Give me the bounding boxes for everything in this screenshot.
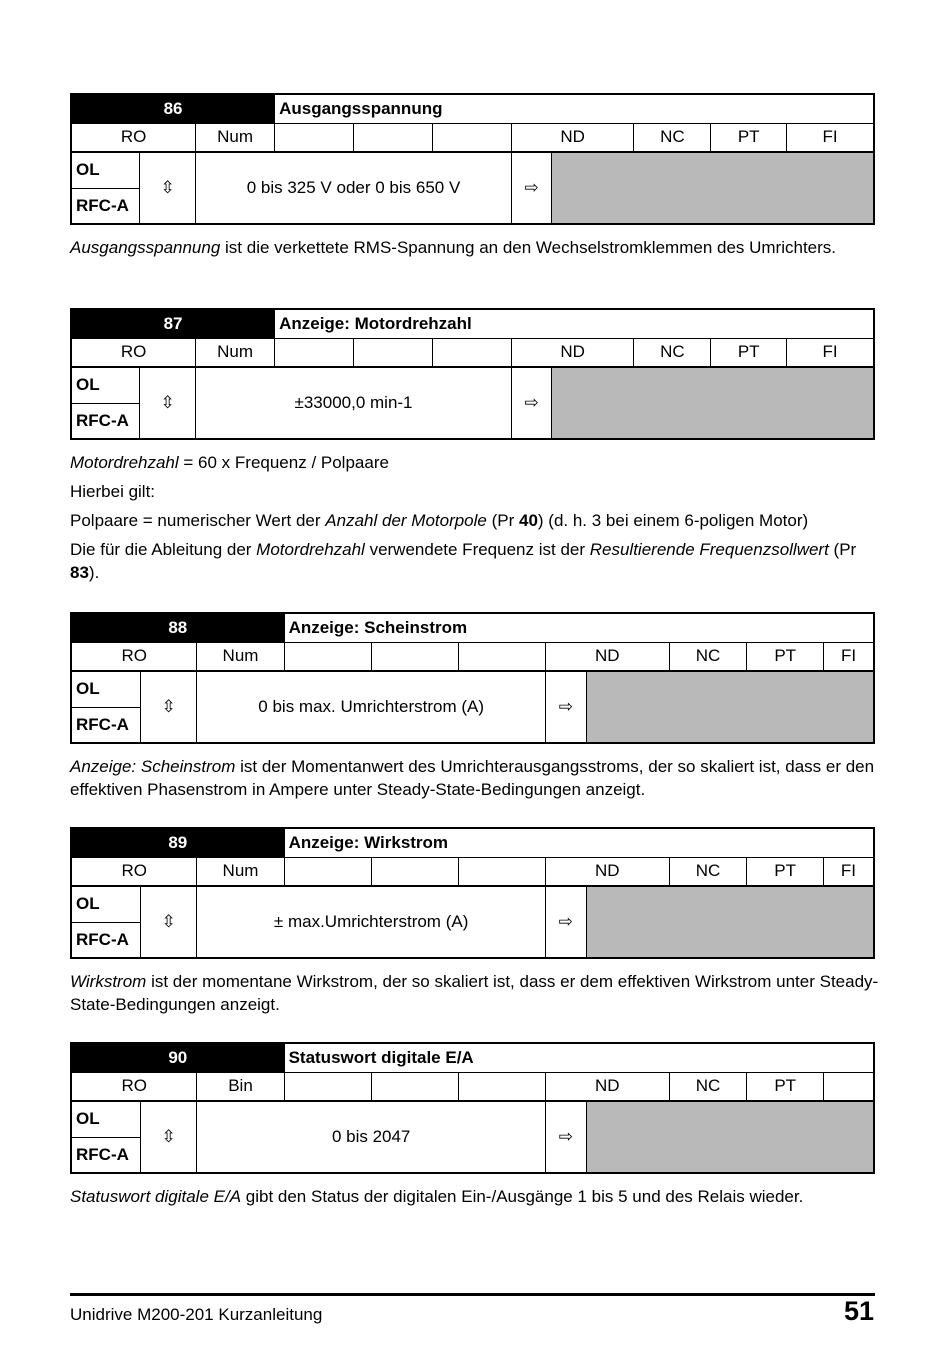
param-number: 88: [71, 613, 284, 642]
flag-nd: ND: [545, 642, 669, 671]
footer-rule: [70, 1293, 875, 1296]
flag-fi: FI: [823, 857, 874, 886]
param-number: 90: [71, 1043, 284, 1072]
mode-rfc-a: RFC-A: [71, 1137, 140, 1173]
flag-ro: RO: [71, 1072, 197, 1101]
flag-fi: FI: [823, 642, 874, 671]
param-type: Num: [196, 338, 275, 367]
description-86: Ausgangsspannung ist die verkettete RMS-Spannung an den Wechselstromklemmen des Umrichters.: [70, 238, 837, 257]
empty-cell: [354, 338, 433, 367]
flag-ro: RO: [71, 857, 197, 886]
empty-cell: [432, 123, 511, 152]
param-range: 0 bis max. Umrichterstrom (A): [197, 671, 545, 743]
default-value-shaded: [552, 152, 874, 224]
default-value-shaded: [586, 671, 874, 743]
param-title: Ausgangsspannung: [275, 94, 874, 123]
footer-manual-title: Unidrive M200-201 Kurzanleitung: [70, 1305, 323, 1324]
empty-cell: [284, 1072, 371, 1101]
flag-nc: NC: [634, 123, 711, 152]
default-arrow-icon: ⇨: [511, 152, 552, 224]
param-number: 86: [71, 94, 275, 123]
empty-cell: [275, 338, 354, 367]
flag-ro: RO: [71, 123, 196, 152]
description-88: Anzeige: Scheinstrom ist der Momentanwert des Umrichterausgangsstroms, der so skaliert ist, dass er den effektiven Phasenstrom in Ampere unter Steady-State-Bedingungen anzeigt.: [70, 757, 875, 799]
range-arrow-icon: ⇳: [140, 367, 196, 439]
flag-pt: PT: [747, 1072, 824, 1101]
empty-cell: [458, 857, 545, 886]
flag-nd: ND: [545, 857, 669, 886]
empty-cell: [284, 857, 371, 886]
default-arrow-icon: ⇨: [545, 671, 586, 743]
param-type: Bin: [197, 1072, 284, 1101]
param-table-86: [70, 93, 875, 225]
flag-nd: ND: [511, 123, 634, 152]
default-arrow-icon: ⇨: [545, 1101, 586, 1173]
param-number: 87: [71, 309, 275, 338]
flag-nc: NC: [634, 338, 711, 367]
empty-cell: [371, 642, 458, 671]
mode-rfc-a: RFC-A: [71, 403, 140, 439]
page-number: 51: [843, 1296, 874, 1326]
param-table-88: [70, 612, 875, 744]
empty-cell: [354, 123, 433, 152]
param-type: Num: [196, 123, 275, 152]
default-value-shaded: [586, 886, 874, 958]
flag-pt: PT: [711, 123, 787, 152]
default-value-shaded: [552, 367, 874, 439]
empty-cell: [371, 857, 458, 886]
param-range: ±33000,0 min-1: [196, 367, 512, 439]
mode-rfc-a: RFC-A: [71, 707, 140, 743]
flag-pt: PT: [747, 857, 824, 886]
param-number: 89: [71, 828, 284, 857]
param-type: Num: [197, 857, 284, 886]
param-range: 0 bis 325 V oder 0 bis 650 V: [196, 152, 512, 224]
flag-ro: RO: [71, 338, 196, 367]
param-title: Anzeige: Wirkstrom: [284, 828, 874, 857]
default-arrow-icon: ⇨: [511, 367, 552, 439]
mode-ol: OL: [71, 1101, 140, 1137]
param-table-90: [70, 1042, 875, 1174]
flag-ro: RO: [71, 642, 197, 671]
mode-ol: OL: [71, 671, 140, 707]
param-title: Anzeige: Scheinstrom: [284, 613, 874, 642]
param-table-89: [70, 827, 875, 959]
flag-nc: NC: [669, 857, 747, 886]
param-type: Num: [197, 642, 284, 671]
empty-cell: [371, 1072, 458, 1101]
mode-rfc-a: RFC-A: [71, 188, 140, 224]
flag-pt: PT: [711, 338, 787, 367]
default-arrow-icon: ⇨: [545, 886, 586, 958]
description-89: Wirkstrom ist der momentane Wirkstrom, der so skaliert ist, dass er dem effektiven Wirkstrom unter Steady-State-Bedingungen anzeigt.: [70, 972, 879, 1014]
empty-cell: [432, 338, 511, 367]
empty-cell: [275, 123, 354, 152]
range-arrow-icon: ⇳: [140, 886, 197, 958]
empty-cell: [284, 642, 371, 671]
range-arrow-icon: ⇳: [140, 1101, 197, 1173]
flag-nd: ND: [545, 1072, 669, 1101]
description-90: Statuswort digitale E/A gibt den Status der digitalen Ein-/Ausgänge 1 bis 5 und des Relais wieder.: [70, 1187, 804, 1206]
flag-nc: NC: [669, 1072, 747, 1101]
flag-nc: NC: [669, 642, 747, 671]
flag-pt: PT: [747, 642, 824, 671]
range-arrow-icon: ⇳: [140, 152, 196, 224]
flag-nd: ND: [511, 338, 634, 367]
param-table-87: [70, 308, 875, 440]
empty-cell: [458, 642, 545, 671]
description-87: Motordrehzahl = 60 x Frequenz / Polpaare Hierbei gilt: Polpaare = numerischer Wert der Anzahl der Motorpole (Pr 40) (d. h. 3 bei einem 6-poligen Motor) Die für die Ableitung der Motordrehzahl verwendete Frequenz ist der Resultierende Frequenzsollwert (Pr 83).: [70, 453, 857, 582]
flag-fi: [824, 1072, 875, 1101]
mode-ol: OL: [71, 367, 140, 403]
param-title: Statuswort digitale E/A: [284, 1043, 874, 1072]
param-range: ± max.Umrichterstrom (A): [197, 886, 545, 958]
flag-fi: FI: [787, 338, 874, 367]
range-arrow-icon: ⇳: [140, 671, 197, 743]
mode-ol: OL: [71, 152, 140, 188]
param-range: 0 bis 2047: [197, 1101, 545, 1173]
flag-fi: FI: [787, 123, 874, 152]
default-value-shaded: [586, 1101, 874, 1173]
param-title: Anzeige: Motordrehzahl: [275, 309, 874, 338]
empty-cell: [458, 1072, 545, 1101]
mode-ol: OL: [71, 886, 140, 922]
mode-rfc-a: RFC-A: [71, 922, 140, 958]
